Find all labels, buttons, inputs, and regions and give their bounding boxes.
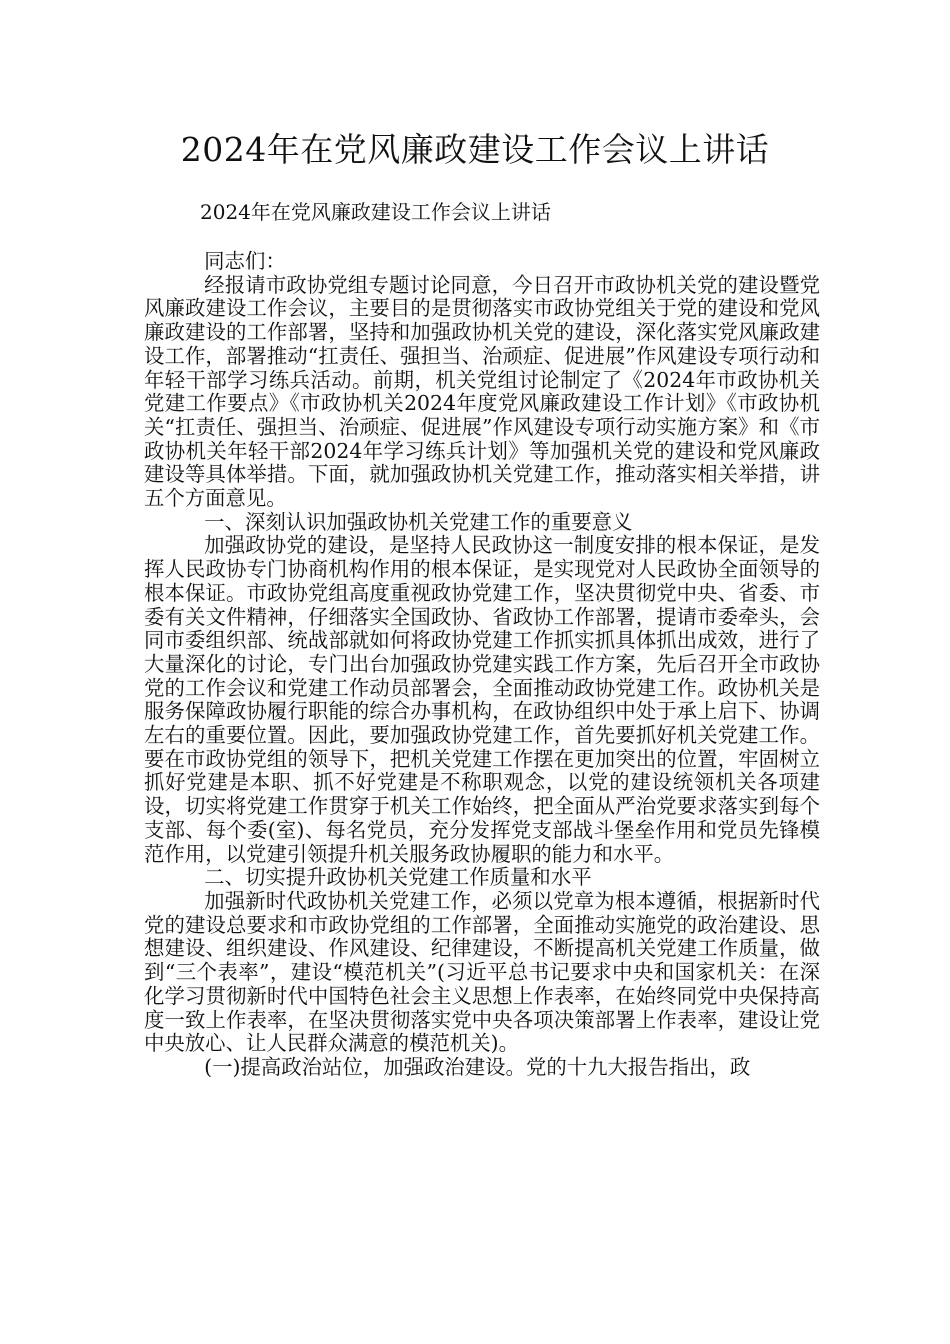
paragraph-section-2: 加强新时代政协机关党建工作，必须以党章为根本遵循，根据新时代党的建设总要求和市政协党组的工作部署，全面推动实施党的政治建设、思想建设、组织建设、作风建设、纪律建设，不断提高机关党建工作质量，做到“三个表率”，建设“模范机关”(习近平总书记要求中央和国家机关：在深化学习贯彻新时代中国特色社会主义思想上作表率，在始终同党中央保持高度一致上作表率，在坚决贯彻落实党中央各项决策部署上作表率，建设让党中央放心、让人民群众满意的模范机关)。 — [144, 888, 820, 1056]
section-heading-2: 二、切实提升政协机关党建工作质量和水平 — [204, 865, 592, 890]
paragraph-section-1: 加强政协党的建设，是坚持人民政协这一制度安排的根本保证，是发挥人民政协专门协商机构作用的根本保证，是实现党对人民政协全面领导的根本保证。市政协党组高度重视政协党建工作，坚决贯彻党中央、省委、市委有关文件精神，仔细落实全国政协、省政协工作部署，提请市委牵头，会同市委组织部、统战部就如何将政协党建工作抓实抓具体抓出成效，进行了大量深化的讨论，专门出台加强政协党建实践工作方案，先后召开全市政协党的工作会议和党建工作动员部署会，全面推动政协党建工作。政协机关是服务保障政协履行职能的综合办事机构，在政协组织中处于承上启下、协调左右的重要位置。因此，要加强政协党建工作，首先要抓好机关党建工作。要在市政协党组的领导下，把机关党建工作摆在更加突出的位置，牢固树立抓好党建是本职、抓不好党建是不称职观念，以党的建设统领机关各项建设，切实将党建工作贯穿于机关工作始终，把全面从严治党要求落实到每个支部、每个委(室)、每名党员，充分发挥党支部战斗堡垒作用和党员先锋模范作用，以党建引领提升机关服务政协履职的能力和水平。 — [144, 533, 820, 866]
section-heading-1: 一、深刻认识加强政协机关党建工作的重要意义 — [204, 509, 633, 534]
paragraph-subsection-1: (一)提高政治站位，加强政治建设。党的十九大报告指出，政 — [204, 1054, 751, 1079]
document-title: 2024年在党风廉政建设工作会议上讲话 — [180, 130, 770, 169]
document-body — [144, 250, 820, 1080]
paragraph-intro: 经报请市政协党组专题讨论同意，今日召开市政协机关党的建设暨党风廉政建设工作会议，主要目的是贯彻落实市政协党组关于党的建设和党风廉政建设的工作部署，坚持和加强政协机关党的建设，深化落实党风廉政建设工作，部署推动“扛责任、强担当、治顽症、促进展”作风建设专项行动和年轻干部学习练兵活动。前期，机关党组讨论制定了《2024年市政协机关党建工作要点》《市政协机关2024年度党风廉政建设工作计划》《市政协机关“扛责任、强担当、治顽症、促进展”作风建设专项行动实施方案》和《市政协机关年轻干部2024年学习练兵计划》等加强机关党的建设和党风廉政建设等具体举措。下面，就加强政协机关党建工作，推动落实相关举措，讲五个方面意见。 — [144, 272, 820, 511]
document-subtitle: 2024年在党风廉政建设工作会议上讲话 — [200, 200, 551, 224]
greeting: 同志们： — [204, 249, 286, 273]
